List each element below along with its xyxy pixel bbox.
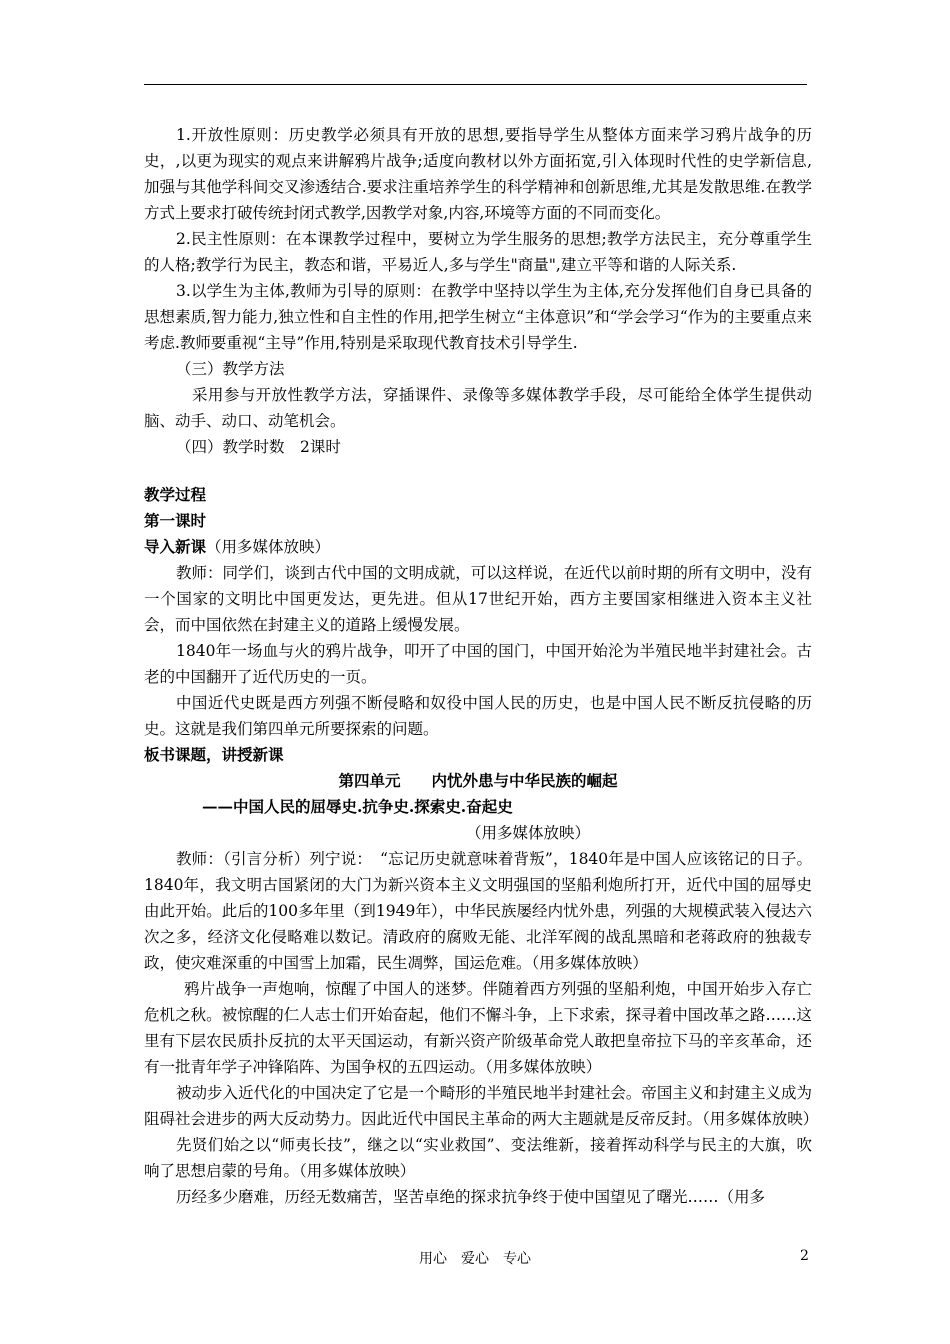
intro-line	[144, 534, 812, 560]
footer-motto: 用心 爱心 专心	[419, 1251, 531, 1267]
heading-teaching-process: 教学过程	[144, 485, 207, 504]
media-note: （用多媒体放映）	[206, 538, 331, 556]
section-teaching-hours: （四）教学时数 2课时	[176, 438, 341, 456]
principle-democracy: 2.民主性原则：在本课教学过程中，要树立为学生服务的思想;教学方法民主，充分尊重学生的人格;教学行为民主，教态和谐，平易近人,多与学生"商量",建立平等和谐的人际关系.	[144, 230, 812, 274]
modern-history-paragraph: 中国近代史既是西方列强不断侵略和奴役中国人民的历史，也是中国人民不断反抗侵略的历史。这就是我们第四单元所要探索的问题。	[144, 694, 812, 738]
heading-first-lesson: 第一课时	[144, 511, 207, 530]
lenin-quote-paragraph: 教师：（引言分析）列宁说： “忘记历史就意味着背叛”，1840年是中国人应该铭记的日子。1840年，我文明古国紧闭的大门为新兴资本主义文明强国的坚船利炮所打开，近代中国的屈辱史由此开始。此后的100多年里（到1949年），中华民族屡经内忧外患，列强的大规模武装入侵达六次之多，经济文化侵略难以数记。清政府的腐败无能、北洋军阀的战乱黑暗和老蒋政府的独裁专政，使灾难深重的中国雪上加霜，民生凋弊，国运危难。（用多媒体放映）	[144, 850, 812, 972]
spacer	[144, 460, 812, 482]
header-rule	[144, 84, 807, 85]
awakening-paragraph: 鸦片战争一声炮响，惊醒了中国人的迷梦。伴随着西方列强的坚船利炮，中国开始步入存亡危机之秋。被惊醒的仁人志士们开始奋起，他们不懈斗争，上下求索，探寻着中国改革之路……这里有下层农民质扑反抗的太平天国运动，有新兴资产阶级革命党人敢把皇帝拉下马的辛亥革命，还有一批青年学子冲锋陷阵、为国争权的五四运动。（用多媒体放映）	[144, 980, 812, 1076]
section-teaching-method-heading: （三）教学方法	[176, 360, 285, 378]
opium-war-paragraph: 1840年一场血与火的鸦片战争，叩开了中国的国门，中国开始沦为半殖民地半封建社会。古老的中国翻开了近代历史的一页。	[144, 642, 812, 686]
heading-intro-new-lesson: 导入新课	[144, 537, 207, 556]
semi-colonial-paragraph: 被动步入近代化的中国决定了它是一个畸形的半殖民地半封建社会。帝国主义和封建主义成为阻碍社会进步的两大反动势力。因此近代中国民主革命的两大主题就是反帝反封。（用多媒体放映）	[144, 1084, 819, 1128]
hardship-paragraph: 历经多少磨难，历经无数痛苦，坚苦卓绝的探求抗争终于使中国望见了曙光……（用多	[176, 1188, 766, 1206]
heading-board-title: 板书课题，讲授新课	[144, 745, 284, 764]
principle-student-centered: 3.以学生为主体,教师为引导的原则：在教学中坚持以学生为主体,充分发挥他们自身已具备的思想素质,智力能力,独立性和自主性的作用,把学生树立“主体意识”和“学会学习“作为的主要重点来考虑.教师要重视“主导”作用,特别是采取现代教育技术引导学生.	[144, 282, 812, 352]
unit-title: 第四单元 内忧外患与中华民族的崛起	[338, 771, 618, 790]
page-number: 2	[800, 1248, 809, 1264]
page-content	[144, 122, 819, 1210]
media-note-right: （用多媒体放映）	[466, 824, 591, 842]
teaching-method-text: 采用参与开放性教学方法，穿插课件、录像等多媒体教学手段，尽可能给全体学生提供动脑、动手、动口、动笔机会。	[144, 386, 812, 430]
teacher-intro-paragraph: 教师：同学们，谈到古代中国的文明成就，可以这样说，在近代以前时期的所有文明中，没有一个国家的文明比中国更发达，更先进。但从17世纪开始，西方主要国家相继进入资本主义社会，而中国依然在封建主义的道路上缓慢发展。	[144, 564, 812, 634]
sages-paragraph: 先贤们始之以“师夷长技”，继之以“实业救国”、变法维新，接着挥动科学与民主的大旗，吹响了思想启蒙的号角。（用多媒体放映）	[144, 1136, 812, 1180]
unit-subtitle: ——中国人民的屈辱史.抗争史.探索史.奋起史	[202, 797, 513, 816]
principle-openness: 1.开放性原则：历史教学必须具有开放的思想,要指导学生从整体方面来学习鸦片战争的历史，,以更为现实的观点来讲解鸦片战争;适度向教材以外方面拓宽,引入体现时代性的史学新信息,加强与其他学科间交叉渗透结合.要求注重培养学生的科学精神和创新思维,尤其是发散思维.在教学方式上要求打破传统封闭式教学,因教学对象,内容,环境等方面的不同而变化。	[144, 126, 812, 222]
